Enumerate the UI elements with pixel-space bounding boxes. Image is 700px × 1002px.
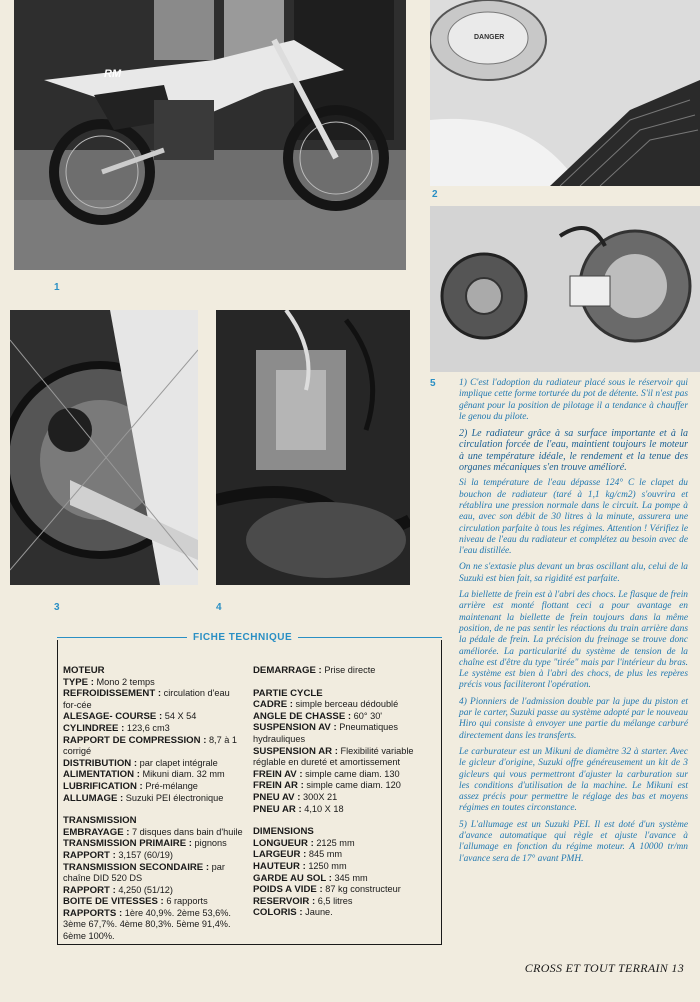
spec-value: Flexibilité variable réglable en dureté et amortissement	[253, 745, 414, 768]
caption-paragraph: 5) L'allumage est un Suzuki PEI. Il est doté d'un système d'avance automatique qui règle et ajuste l'avance à l'allumage en fonction du régime moteur. A 10000 tr/mn l'avance sera de 17° avant PMH.	[459, 819, 688, 864]
fiche-section-heading	[63, 815, 246, 827]
spec-label: DEMARRAGE :	[253, 665, 322, 676]
photo-number-1: 1	[54, 282, 60, 293]
spec-value: 845 mm	[306, 849, 343, 860]
spec-value: Prise directe	[321, 665, 376, 675]
caption-paragraph: On ne s'extasie plus devant un bras oscillant alu, celui de la Suzuki est bien fait, sa rigidité est parfaite.	[459, 562, 688, 584]
fiche-spec-row	[253, 769, 436, 781]
spec-value: 4,10 X 18	[301, 803, 344, 814]
spec-value: Suzuki PEI électronique	[123, 792, 224, 803]
spec-value: 123,6 cm3	[124, 722, 170, 733]
photo-number-3: 3	[54, 602, 60, 613]
fiche-spec-row	[63, 838, 246, 850]
spec-value: 345 mm	[331, 872, 368, 883]
spec-value: 87 kg constructeur	[322, 884, 401, 895]
spec-value: 8,7 à 1 corrigé	[63, 734, 238, 757]
spec-value: Mikuni diam. 32 mm	[139, 769, 225, 780]
spec-label: RESERVOIR :	[253, 895, 316, 907]
fiche-right-column	[253, 665, 436, 919]
spec-label: BOITE DE VITESSES :	[63, 896, 164, 908]
fiche-spec-row	[63, 885, 246, 897]
fiche-spec-row	[63, 896, 246, 908]
spec-label: RAPPORT :	[63, 884, 116, 896]
fiche-spec-row	[63, 711, 246, 723]
caption-paragraph: La biellette de frein est à l'abri des chocs. Le flasque de frein arrière est monté flottant ceci a pour avantage en maintenant la biellette de frein toujours dans la même position, de ne pas sentir les réactions du train arrière dans la pédale de frein. La précision du freinage se trouve donc améliorée. La particularité du système de tension de la chaîne est d'être du type "tirée" mais par l'intérieur du bras. Le système est bien à l'abri des chocs, de plus les repères précis vous faciliteront l'opération.	[459, 590, 688, 691]
spec-label: RAPPORT :	[63, 849, 116, 861]
spec-label: LARGEUR :	[253, 849, 307, 861]
spec-label: ALLUMAGE :	[63, 792, 124, 804]
spec-label: ALESAGE- COURSE :	[63, 711, 163, 723]
fiche-spec-row	[63, 781, 246, 793]
fiche-spec-row	[63, 758, 246, 770]
spec-value: par clapet intégrale	[137, 757, 218, 768]
spec-value: Pneumatiques hydrauliques	[253, 722, 398, 744]
fiche-spec-row	[63, 735, 246, 758]
spec-label: SUSPENSION AV :	[253, 722, 337, 734]
spec-value: Pré-mélange	[142, 780, 198, 791]
fiche-spec-row	[63, 769, 246, 781]
spec-label: TRANSMISSION PRIMAIRE :	[63, 838, 192, 850]
spec-value: simple came diam. 130	[302, 768, 400, 779]
fiche-spec-row	[253, 838, 436, 850]
danger-label: DANGER	[474, 34, 505, 41]
fiche-spec-row	[253, 884, 436, 896]
spec-value: Jaune.	[302, 907, 333, 918]
spec-label: CADRE :	[253, 699, 293, 711]
caption-paragraph: 2) Le radiateur grâce à sa surface importante et à la circulation forcée de l'eau, maintient toujours le moteur à une température idéale, le rendement et la tenue des organes mécaniques s'en trouve amélioré.	[459, 428, 688, 474]
spec-value: 1ère 40,9%. 2ème 53,6%. 3ème 67,7%. 4ème 80,3%. 5ème 91,4%. 6ème 100%.	[63, 907, 231, 942]
fiche-section-heading	[63, 665, 246, 677]
page-footer: CROSS ET TOUT TERRAIN 13	[524, 961, 684, 975]
fiche-spec-row	[63, 688, 246, 711]
spec-label: PNEU AV :	[253, 791, 301, 803]
fiche-spec-row	[253, 746, 436, 769]
fiche-spec-row	[253, 792, 436, 804]
photo-number-2: 2	[432, 189, 438, 200]
fiche-spec-row	[63, 827, 246, 839]
fiche-spec-row	[253, 861, 436, 873]
spec-value: 4,250 (51/12)	[115, 884, 173, 895]
spacer	[63, 804, 246, 815]
spacer	[253, 815, 436, 826]
photo-carburettor	[216, 310, 410, 585]
spec-value: 54 X 54	[162, 711, 197, 722]
fiche-section-heading	[253, 826, 436, 838]
fiche-spec-row	[253, 780, 436, 792]
spec-label: PARTIE CYCLE	[253, 687, 323, 699]
spec-value: simple came diam. 120	[303, 780, 401, 791]
fiche-spec-row	[253, 896, 436, 908]
spec-label: EMBRAYAGE :	[63, 826, 130, 838]
fiche-spec-row	[253, 722, 436, 745]
fiche-spec-row	[253, 711, 436, 723]
spec-label: CYLINDREE :	[63, 722, 125, 734]
spec-value: 3,157 (60/19)	[115, 849, 173, 860]
spec-label: COLORIS :	[253, 907, 303, 919]
photo-motorcycle	[14, 0, 406, 270]
photo-number-5: 5	[430, 378, 436, 389]
fiche-spec-row	[253, 665, 436, 677]
spec-label: ANGLE DE CHASSE :	[253, 710, 352, 722]
spec-label: RAPPORTS :	[63, 907, 123, 919]
spec-value: pignons	[192, 838, 227, 849]
photo-radiator-cap	[430, 0, 700, 186]
spec-label: REFROIDISSEMENT :	[63, 688, 162, 700]
spec-label: TRANSMISSION	[63, 815, 137, 827]
spec-label: DISTRIBUTION :	[63, 757, 138, 769]
rm-logo: RM	[104, 68, 122, 80]
spec-label: DIMENSIONS	[253, 826, 314, 838]
spec-label: LONGUEUR :	[253, 837, 314, 849]
captions-column	[459, 378, 688, 870]
fiche-spec-row	[63, 793, 246, 805]
spec-label: FREIN AR :	[253, 780, 304, 792]
spec-label: MOTEUR	[63, 665, 105, 676]
spec-value: 2125 mm	[313, 837, 355, 848]
fiche-spec-row	[63, 677, 246, 689]
fiche-spec-row	[253, 699, 436, 711]
spec-value: 6,5 litres	[315, 895, 353, 906]
spec-label: GARDE AU SOL :	[253, 872, 332, 884]
fiche-spec-row	[253, 804, 436, 816]
caption-paragraph: 1) C'est l'adoption du radiateur placé sous le réservoir qui implique cette forme torturée du pot de détente. S'il n'est pas gênant pour la position de pilotage il a tendance à chauffer le genou du pilote.	[459, 378, 688, 422]
spec-value: par chaîne DID 520 DS	[63, 861, 225, 884]
spec-label: FREIN AV :	[253, 768, 303, 780]
fiche-spec-row	[63, 723, 246, 735]
spec-value: circulation d'eau for-cée	[63, 688, 230, 710]
spec-label: TYPE :	[63, 676, 94, 688]
fiche-title-text: FICHE TECHNIQUE	[193, 632, 293, 643]
spec-value: 60° 30'	[351, 710, 383, 721]
photo-number-4: 4	[216, 602, 222, 613]
caption-paragraph: Le carburateur est un Mikuni de diamètre 32 à starter. Avec le gicleur d'origine, Suzuki offre généreusement un kit de 3 gicleurs qui vous permettront d'ajuster la carburation sur les conditions d'utilisation de la machine. Le Mikuni est assez précis pour permettre le réglage des bas et moyens régimes en toutes circonstance.	[459, 746, 688, 814]
caption-paragraph: 4) Pionniers de l'admission double par la jupe du piston et par le carter, Suzuki passe au système adopté par le nouveau Hiro qui consiste à envoyer une partie du mélange carburé directement dans les transferts.	[459, 696, 688, 741]
spec-label: PNEU AR :	[253, 803, 302, 815]
spec-label: RAPPORT DE COMPRESSION :	[63, 734, 207, 746]
spacer	[253, 677, 436, 688]
fiche-left-column	[63, 665, 246, 943]
fiche-spec-row	[63, 862, 246, 885]
spec-label: POIDS A VIDE :	[253, 884, 323, 896]
fiche-section-heading	[253, 688, 436, 700]
spec-label: SUSPENSION AR :	[253, 745, 338, 757]
spec-value: 300X 21	[300, 791, 338, 802]
fiche-spec-row	[63, 908, 246, 943]
fiche-spec-row	[63, 850, 246, 862]
spec-label: LUBRIFICATION :	[63, 780, 143, 792]
spec-value: 6 rapports	[163, 896, 208, 907]
caption-paragraph: Si la température de l'eau dépasse 124° C le clapet du bouchon de radiateur (taré à 1,1 kg/cm2) s'ouvrira et rétablira une pression normale dans le circuit. La pompe à eau, avec son débit de 30 litres à la minute, assurera une circulation parfaite à tous les régimes. Attention ! Vérifiez le niveau de l'eau du radiateur et complétez au besoin avec de l'eau distillée.	[459, 478, 688, 557]
fiche-spec-row	[253, 849, 436, 861]
spec-value: 1250 mm	[305, 860, 347, 871]
fiche-spec-row	[253, 873, 436, 885]
photo-brake	[10, 310, 198, 585]
photo-ignition	[430, 206, 700, 372]
spec-label: TRANSMISSION SECONDAIRE :	[63, 861, 210, 873]
spec-label: ALIMENTATION :	[63, 769, 140, 781]
spec-value: 7 disques dans bain d'huile	[129, 826, 243, 837]
fiche-spec-row	[253, 907, 436, 919]
spec-label: HAUTEUR :	[253, 860, 306, 872]
spec-value: simple berceau dédoublé	[292, 699, 399, 710]
spec-value: Mono 2 temps	[93, 676, 155, 687]
